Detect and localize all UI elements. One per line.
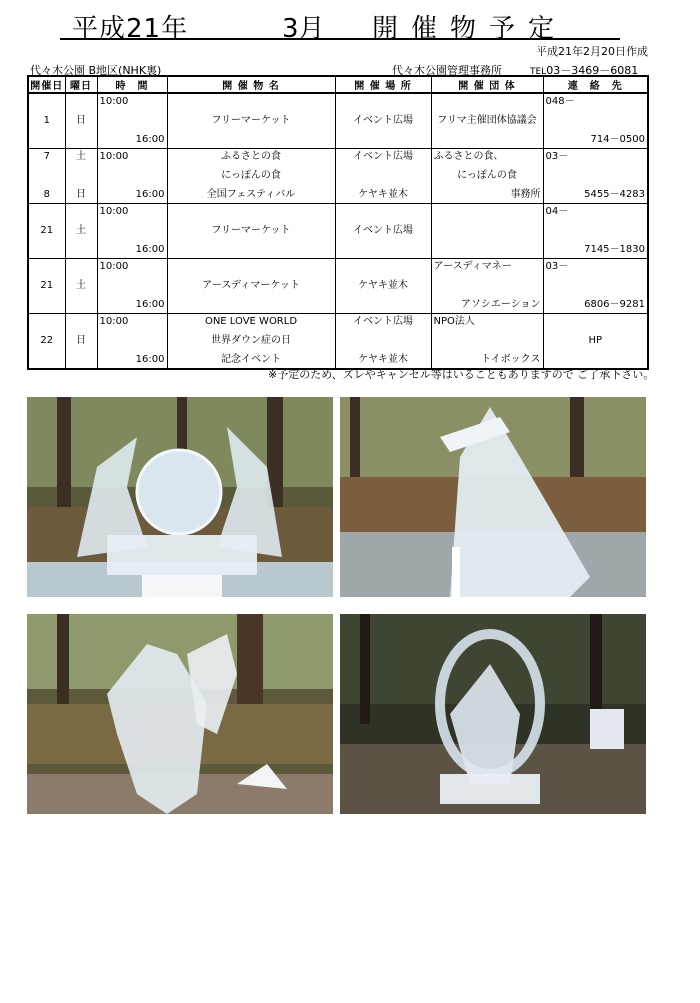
created-date: 平成21年2月20日作成 bbox=[536, 45, 648, 58]
cell-contact: 03－ 6806－9281 bbox=[543, 259, 648, 314]
title-era: 平成21年 bbox=[72, 14, 189, 44]
office-label: 代々木公園管理事務所 bbox=[392, 64, 502, 77]
cell-time: 10:00 16:00 bbox=[97, 259, 167, 314]
title-month: 3月 bbox=[282, 14, 325, 44]
cell-contact: 048－ 714－0500 bbox=[543, 93, 648, 149]
cell-organizer: NPO法人 トイボックス bbox=[431, 314, 543, 370]
cell-weekday: 土 bbox=[65, 259, 97, 314]
disclaimer-note: ※予定のため、ズレやキャンセル等はいることもありますので ご了承下さい。 bbox=[268, 368, 655, 381]
header-weekday: 曜日 bbox=[65, 76, 97, 93]
schedule-table bbox=[27, 75, 649, 370]
cell-weekday: 土 日 bbox=[65, 149, 97, 204]
cell-event: フリーマーケット bbox=[167, 93, 335, 149]
cell-time: 10:00 16:00 bbox=[97, 204, 167, 259]
table-row bbox=[28, 149, 648, 204]
table-row bbox=[28, 93, 648, 149]
cell-weekday: 土 bbox=[65, 204, 97, 259]
table-header-row bbox=[28, 76, 648, 93]
photo-ice-sculpture-ring bbox=[340, 614, 646, 814]
cell-event: アースディマーケット bbox=[167, 259, 335, 314]
photo-ice-sculpture-figure bbox=[340, 397, 646, 597]
venue-label: 代々木公園 B地区(NHK裏) bbox=[30, 64, 162, 77]
header-event: 開 催 物 名 bbox=[167, 76, 335, 93]
cell-organizer: ふるさとの食、 にっぽんの食 事務所 bbox=[431, 149, 543, 204]
page-title bbox=[60, 6, 620, 44]
table-row bbox=[28, 314, 648, 370]
cell-event: フリーマーケット bbox=[167, 204, 335, 259]
cell-event: ふるさとの食 にっぽんの食 全国フェスティバル bbox=[167, 149, 335, 204]
cell-organizer bbox=[431, 204, 543, 259]
cell-date: 21 bbox=[28, 204, 65, 259]
cell-organizer: アースディマネー アソシエーション bbox=[431, 259, 543, 314]
header-date: 開催日 bbox=[28, 76, 65, 93]
title-main: 開催物予定 bbox=[372, 14, 568, 44]
table-row bbox=[28, 204, 648, 259]
cell-date: 21 bbox=[28, 259, 65, 314]
photo-ice-sculpture-horse bbox=[27, 614, 333, 814]
cell-place: イベント広場 ケヤキ並木 bbox=[335, 149, 431, 204]
cell-contact: 03－ 5455－4283 bbox=[543, 149, 648, 204]
cell-weekday: 日 bbox=[65, 314, 97, 370]
header-contact: 連 絡 先 bbox=[543, 76, 648, 93]
cell-time: 10:00 16:00 bbox=[97, 149, 167, 204]
cell-contact: HP bbox=[543, 314, 648, 370]
cell-weekday: 日 bbox=[65, 93, 97, 149]
cell-time: 10:00 16:00 bbox=[97, 93, 167, 149]
cell-organizer: フリマ主催団体協議会 bbox=[431, 93, 543, 149]
tel-prefix: TEL bbox=[530, 67, 547, 77]
cell-place: イベント広場 bbox=[335, 204, 431, 259]
cell-time: 10:00 16:00 bbox=[97, 314, 167, 370]
header-time: 時 間 bbox=[97, 76, 167, 93]
cell-event: ONE LOVE WORLD 世界ダウン症の日 記念イベント bbox=[167, 314, 335, 370]
photo-ice-sculpture-globe bbox=[27, 397, 333, 597]
cell-place: イベント広場 ケヤキ並木 bbox=[335, 314, 431, 370]
cell-date: 7 8 bbox=[28, 149, 65, 204]
cell-place: ケヤキ並木 bbox=[335, 259, 431, 314]
cell-date: 1 bbox=[28, 93, 65, 149]
table-row bbox=[28, 259, 648, 314]
cell-date: 22 bbox=[28, 314, 65, 370]
cell-place: イベント広場 bbox=[335, 93, 431, 149]
cell-contact: 04－ 7145－1830 bbox=[543, 204, 648, 259]
header-organizer: 開 催 団 体 bbox=[431, 76, 543, 93]
tel-number: 03－3469－6081 bbox=[546, 64, 639, 77]
header-place: 開 催 場 所 bbox=[335, 76, 431, 93]
